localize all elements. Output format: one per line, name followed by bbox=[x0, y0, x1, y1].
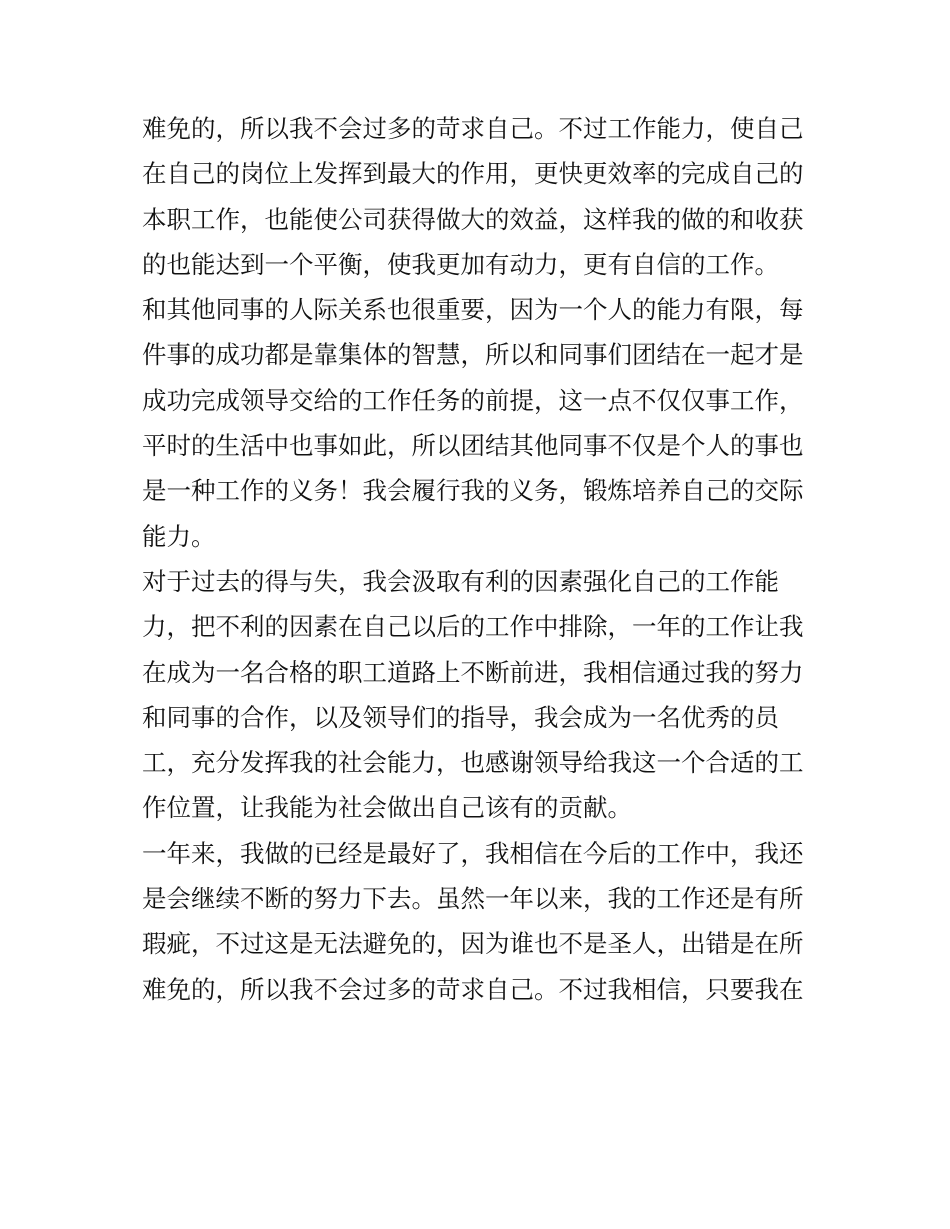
text-line: 作位置，让我能为社会做出自己该有的贡献。 bbox=[142, 793, 632, 823]
text-line: 在成为一名合格的职工道路上不断前进，我相信通过我的努力 bbox=[142, 657, 804, 687]
text-line: 力，把不利的因素在自己以后的工作中排除，一年的工作让我 bbox=[142, 612, 804, 642]
text-line: 工，充分发挥我的社会能力，也感谢领导给我这一个合适的工 bbox=[142, 748, 804, 778]
text-line: 能力。 bbox=[142, 521, 216, 551]
text-line: 平时的生活中也事如此，所以团结其他同事不仅是个人的事也 bbox=[142, 431, 804, 461]
text-line: 瑕疵，不过这是无法避免的，因为谁也不是圣人，出错是在所 bbox=[142, 929, 804, 959]
text-line: 是一种工作的义务！我会履行我的义务，锻炼培养自己的交际 bbox=[142, 476, 804, 506]
text-line: 难免的，所以我不会过多的苛求自己。不过工作能力，使自己 bbox=[142, 114, 804, 143]
text-line: 难免的，所以我不会过多的苛求自己。不过我相信，只要我在 bbox=[142, 974, 804, 1004]
text-line: 是会继续不断的努力下去。虽然一年以来，我的工作还是有所 bbox=[142, 884, 804, 914]
text-line: 的也能达到一个平衡，使我更加有动力，更有自信的工作。 bbox=[142, 249, 779, 279]
text-line: 在自己的岗位上发挥到最大的作用，更快更效率的完成自己的 bbox=[142, 159, 804, 189]
text-line: 成功完成领导交给的工作任务的前提，这一点不仅仅事工作， bbox=[142, 385, 804, 415]
text-line: 和其他同事的人际关系也很重要，因为一个人的能力有限，每 bbox=[142, 295, 804, 325]
text-line: 和同事的合作，以及领导们的指导，我会成为一名优秀的员 bbox=[142, 702, 779, 732]
text-line: 件事的成功都是靠集体的智慧，所以和同事们团结在一起才是 bbox=[142, 340, 804, 370]
text-line: 一年来，我做的已经是最好了，我相信在今后的工作中，我还 bbox=[142, 838, 804, 868]
text-line: 本职工作，也能使公司获得做大的效益，这样我的做的和收获 bbox=[142, 204, 804, 234]
text-line: 对于过去的得与失，我会汲取有利的因素强化自己的工作能 bbox=[142, 566, 779, 596]
body-text bbox=[142, 106, 814, 1012]
